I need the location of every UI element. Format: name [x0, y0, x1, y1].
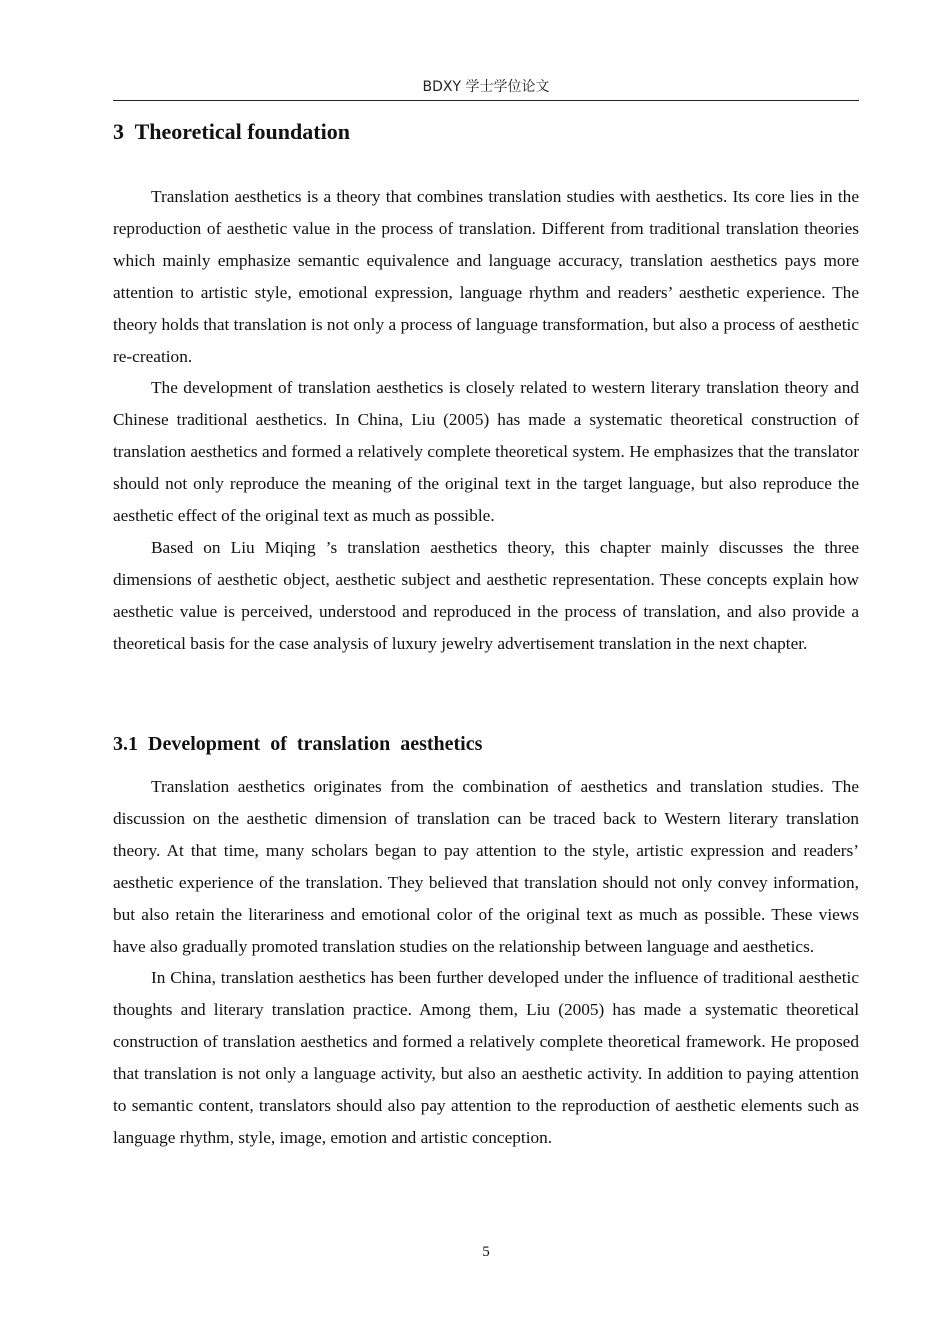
running-header: BDXY 学士学位论文	[422, 79, 550, 95]
chapter-paragraph: Based on Liu Miqing ’s translation aesthetics theory, this chapter mainly discusses the three dimensions of aesthetic object, aesthetic subject and aesthetic representation. These concepts explain how aesthetic value is perceived, understood and reproduced in the process of translation, and also provide a theoretical basis for the case analysis of luxury jewelry advertisement translation in the next chapter.	[113, 537, 859, 653]
section-title: 3.1 Development of translation aesthetics	[113, 733, 483, 755]
header-rule	[113, 100, 859, 101]
section-body	[113, 771, 859, 1154]
section-paragraph: In China, translation aesthetics has been further developed under the influence of traditional aesthetic thoughts and literary translation practice. Among them, Liu (2005) has made a systematic theoretical construction of translation aesthetics and formed a relatively complete theoretical framework. He proposed that translation is not only a language activity, but also an aesthetic activity. In addition to paying attention to semantic content, translators should also pay attention to the reproduction of aesthetic elements such as language rhythm, style, image, emotion and artistic conception.	[113, 968, 859, 1147]
chapter-paragraph: The development of translation aesthetics is closely related to western literary translation theory and Chinese traditional aesthetics. In China, Liu (2005) has made a systematic theoretical construction of translation aesthetics and formed a relatively complete theoretical system. He emphasizes that the translator should not only reproduce the meaning of the original text in the target language, but also reproduce the aesthetic effect of the original text as much as possible.	[113, 378, 859, 526]
page-number: 5	[482, 1244, 490, 1260]
chapter-title: 3 Theoretical foundation	[113, 119, 350, 144]
section-paragraph: Translation aesthetics originates from the combination of aesthetics and translation studies. The discussion on the aesthetic dimension of translation can be traced back to Western literary translation theory. At that time, many scholars began to pay attention to the style, artistic expression and readers’ aesthetic experience of the translation. They believed that translation should not only convey information, but also retain the literariness and emotional color of the original text as much as possible. These views have also gradually promoted translation studies on the relationship between language and aesthetics.	[113, 777, 859, 956]
chapter-body	[113, 181, 859, 660]
chapter-paragraph: Translation aesthetics is a theory that combines translation studies with aesthetics. Its core lies in the reproduction of aesthetic value in the process of translation. Different from traditional translation theories which mainly emphasize semantic equivalence and language accuracy, translation aesthetics pays more attention to artistic style, emotional expression, language rhythm and readers’ aesthetic experience. The theory holds that translation is not only a process of language transformation, but also a process of aesthetic re-creation.	[113, 187, 859, 366]
